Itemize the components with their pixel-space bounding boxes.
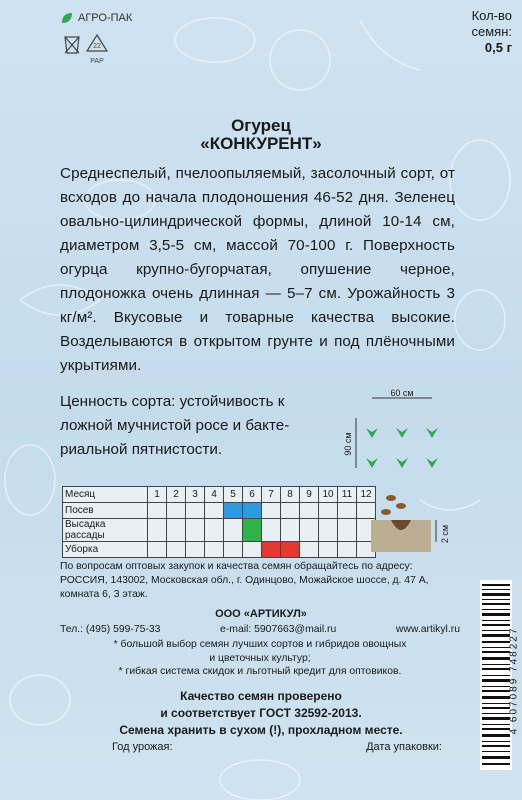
benefit-line: * большой выбор семян лучших сортов и гибридов овощных — [113, 639, 407, 650]
month-cell: 7 — [262, 487, 281, 503]
calendar-header-label: Месяц — [63, 487, 148, 503]
scheme-height-label: 90 см — [343, 432, 353, 456]
barcode-number: 4 607089 748227 — [508, 626, 520, 735]
harvest-year-label: Год урожая: — [112, 741, 173, 753]
seeds-count — [472, 8, 513, 56]
seedling-icon — [396, 458, 408, 468]
variety-value — [60, 390, 350, 462]
brand-name: АГРО-ПАК — [78, 12, 133, 24]
contacts — [60, 623, 460, 637]
benefit-line: и цветочных культур; — [209, 652, 311, 664]
seedling-icon — [426, 428, 438, 438]
dates — [112, 741, 442, 753]
scheme-width-label: 60 см — [390, 388, 414, 398]
month-cell: 3 — [186, 487, 205, 503]
calendar-row-sowing — [63, 503, 376, 519]
calendar-header-row — [63, 487, 376, 503]
month-cell: 11 — [338, 487, 357, 503]
seeds-count-label1: Кол-во — [471, 8, 512, 23]
website: www.artikyl.ru — [395, 624, 460, 635]
sowing-calendar — [62, 486, 376, 558]
quality-line: Семена хранить в сухом (!), прохладном месте. — [119, 723, 403, 737]
seeds-count-value: 0,5 г — [484, 40, 512, 55]
month-cell: 9 — [300, 487, 319, 503]
variety-name: «КОНКУРЕНТ» — [200, 134, 322, 153]
seedling-icon — [396, 428, 408, 438]
sowing-depth-diagram — [366, 486, 466, 566]
planting-scheme — [342, 388, 462, 478]
month-cell: 1 — [148, 487, 167, 503]
calendar-row-harvest — [63, 542, 376, 558]
phone: Тел.: (495) 599-75-33 — [60, 624, 161, 635]
quality-note — [0, 688, 522, 739]
email: e-mail: 5907663@mail.ru — [220, 624, 337, 635]
pack-date-label: Дата упаковки: — [366, 741, 442, 753]
sowing-depth-label: 2 см — [440, 524, 450, 544]
benefit-line: * гибкая система скидок и льготный кредит для оптовиков. — [118, 666, 402, 677]
seed-icon — [386, 495, 396, 501]
description — [60, 162, 455, 378]
seedling-icon — [426, 458, 438, 468]
harvest-cell — [281, 542, 300, 558]
leaf-icon — [60, 11, 74, 25]
month-cell: 4 — [205, 487, 224, 503]
benefits — [60, 638, 460, 679]
description-text: Среднеспелый, пчелоопыляемый, засолочный сорт, от всходов до начала плодоношения 46-52 дня. Зеленец овально-цилиндрической формы, длиной 10-14 см, диаметром 3,5-5 см, массой 70-100 г. Поверхность огурца крупно-бугорчатая, опушение черное, плодоножка очень длинная — 5–7 см. Урожайность 3 кг/м². Вкусовые и товарные качества высокие. Возделываются в открытом грунте и под плёночными укрытиями. — [60, 165, 455, 374]
transplant-cell — [243, 519, 262, 542]
brand-logo — [60, 11, 132, 25]
month-cell: 10 — [319, 487, 338, 503]
row-label: Посев — [63, 503, 148, 519]
recycle-material: PAP — [90, 58, 104, 65]
product-name: Огурец — [231, 116, 291, 135]
calendar-row-transplant — [63, 519, 376, 542]
variety-value-line: Ценность сорта: устойчивость к — [60, 393, 285, 410]
month-cell: 2 — [167, 487, 186, 503]
variety-value-line: ложной мучнистой росе и бакте- — [60, 417, 290, 434]
month-cell: 8 — [281, 487, 300, 503]
address-info — [60, 560, 460, 602]
month-cell: 5 — [224, 487, 243, 503]
recycle-code: 22 — [93, 43, 101, 50]
seed-icon — [381, 509, 391, 515]
seedling-icon — [366, 424, 378, 438]
month-cell: 6 — [243, 487, 262, 503]
row-label: Высадка рассады — [63, 519, 148, 542]
variety-value-line: риальной пятнистости. — [60, 441, 223, 458]
seed-icon — [396, 503, 406, 509]
sowing-cell — [243, 503, 262, 519]
recycle-icon — [62, 33, 132, 73]
month-cell: 12 — [357, 487, 376, 503]
row-label: Уборка — [63, 542, 148, 558]
harvest-cell — [262, 542, 281, 558]
sowing-cell — [224, 503, 243, 519]
quality-line: и соответствует ГОСТ 32592-2013. — [160, 706, 362, 720]
seedling-icon — [366, 458, 378, 468]
seeds-count-label2: семян: — [471, 24, 512, 39]
company-name: ООО «АРТИКУЛ» — [215, 608, 307, 620]
barcode — [480, 580, 512, 770]
address-text: По вопросам оптовых закупок и качества семян обращайтесь по адресу: РОССИЯ, 143002, Московская обл., г. Одинцово, Можайское шоссе, д. 47 А, комната 6, 3 этаж. — [60, 561, 429, 600]
quality-line: Качество семян проверено — [180, 689, 342, 703]
